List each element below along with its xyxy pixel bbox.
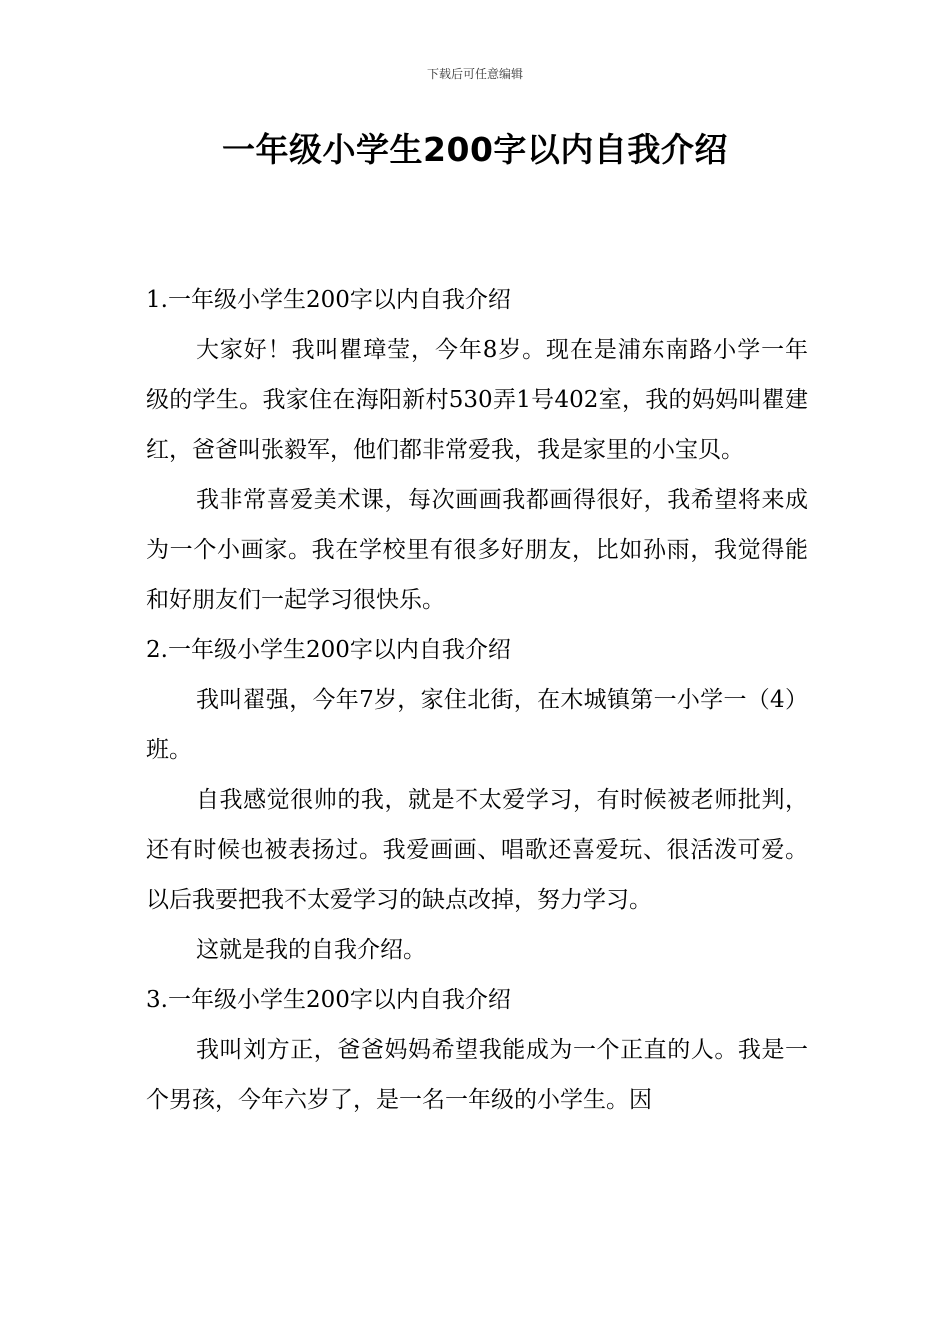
paragraph: 我叫刘方正，爸爸妈妈希望我能成为一个正直的人。我是一个男孩，今年六岁了，是一名一年级的小学生。因 [146,1037,808,1113]
document-title: 一年级小学生200字以内自我介绍 [222,130,728,169]
paragraph: 自我感觉很帅的我，就是不太爱学习，有时候被老师批判，还有时候也被表扬过。我爱画画、唱歌还喜爱玩、很活泼可爱。以后我要把我不太爱学习的缺点改掉，努力学习。 [146,787,808,913]
paragraph: 大家好！我叫瞿璋莹，今年8岁。现在是浦东南路小学一年级的学生。我家住在海阳新村530弄1号402室，我的妈妈叫瞿建红，爸爸叫张毅军，他们都非常爱我，我是家里的小宝贝。 [146,337,808,463]
paragraph: 这就是我的自我介绍。 [196,937,426,963]
section-heading: 3.一年级小学生200字以内自我介绍 [146,987,511,1013]
paragraph: 我叫翟强，今年7岁，家住北街，在木城镇第一小学一（4）班。 [146,687,808,763]
header-note: 下载后可任意编辑 [426,67,523,81]
section-heading: 2.一年级小学生200字以内自我介绍 [146,637,511,663]
paragraph: 我非常喜爱美术课，每次画画我都画得很好，我希望将来成为一个小画家。我在学校里有很多好朋友，比如孙雨，我觉得能和好朋友们一起学习很快乐。 [146,487,808,613]
document-body [146,275,808,1125]
section-heading: 1.一年级小学生200字以内自我介绍 [146,287,511,313]
